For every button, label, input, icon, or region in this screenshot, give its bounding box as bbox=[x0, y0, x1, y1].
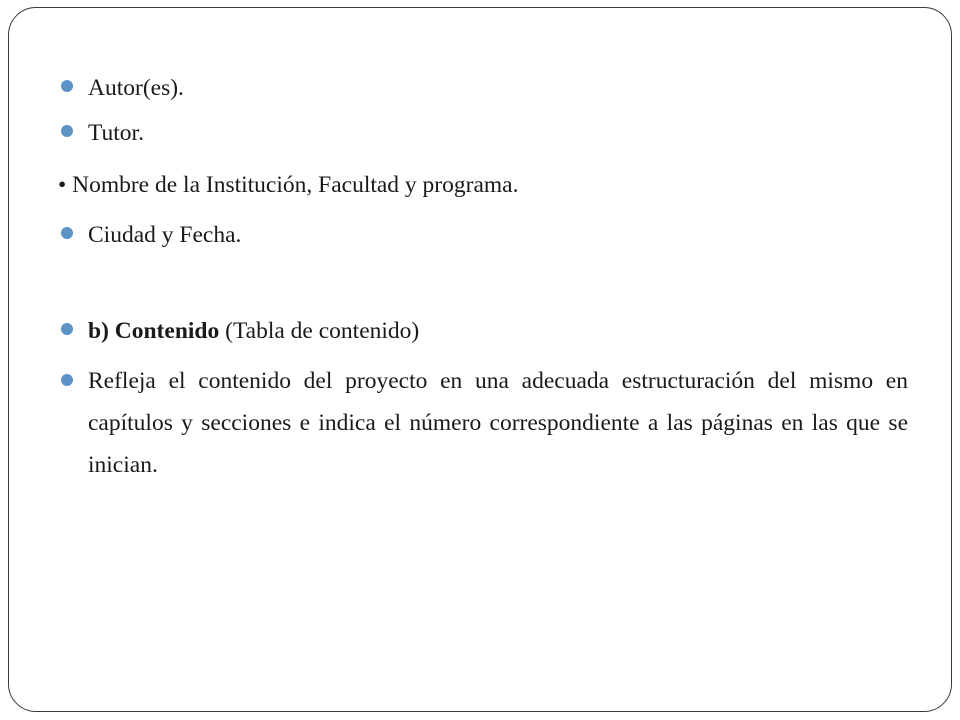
list-item-institucion: • Nombre de la Institución, Facultad y programa. bbox=[58, 172, 519, 198]
bullet-icon bbox=[61, 227, 73, 239]
bullet-icon bbox=[61, 323, 73, 335]
list-item-tutor: Tutor. bbox=[88, 120, 144, 146]
contenido-heading-note: (Tabla de contenido) bbox=[219, 318, 420, 344]
list-item-ciudad-fecha: Ciudad y Fecha. bbox=[88, 222, 242, 248]
list-item-autores: Autor(es). bbox=[88, 75, 184, 101]
list-item-contenido-description: Refleja el contenido del proyecto en una adecuada estructuración del mismo en capítulos y secciones e indica el número correspondiente a las páginas en las que se inician. bbox=[88, 368, 908, 478]
bullet-icon bbox=[61, 374, 73, 386]
list-item-contenido-heading bbox=[88, 320, 419, 344]
bullet-icon bbox=[61, 80, 73, 92]
contenido-heading-bold: b) Contenido bbox=[88, 318, 220, 344]
bullet-icon bbox=[61, 125, 73, 137]
